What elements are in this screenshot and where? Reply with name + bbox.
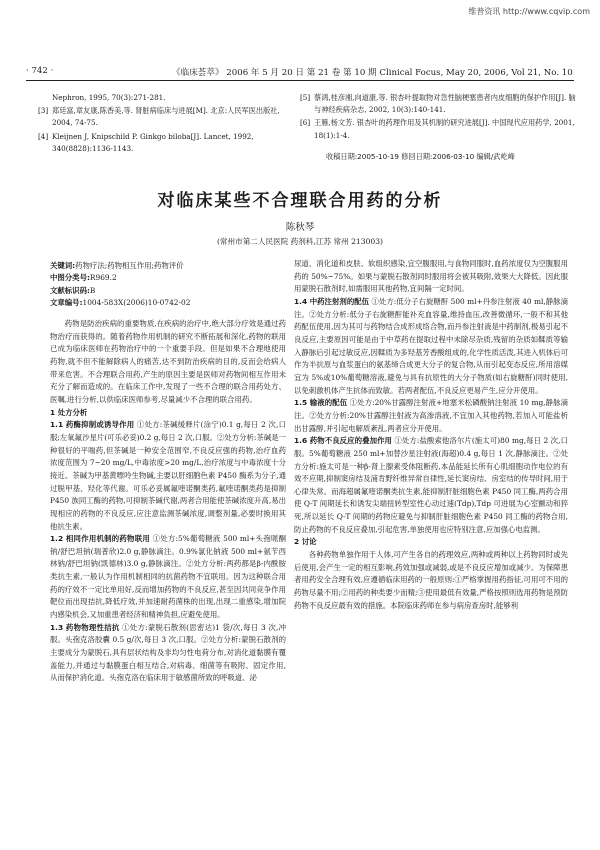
watermark: 维普资讯 http://www.cqvip.com [468, 7, 590, 16]
subsection-heading: 1.2 相同作用机制的药物联用 [50, 534, 150, 544]
reference-item [38, 105, 286, 129]
subsection-heading: 1.5 输液的配伍 [294, 398, 348, 408]
subsection-paragraph [50, 419, 286, 533]
body-column-left [50, 318, 286, 685]
paragraph-text: ①处方:低分子右旋糖酐 500 ml+丹参注射液 40 ml,静脉滴注。②处方分析:低分子右旋糖酐能补充血容量,维持血压,改善微循环,一般不和其他药配伍使用,因为其可与药物结合成形成络合物,而丹参注射液是中药制剂,极易引起不良反应,主要原因可能是由于中草药在提取过程中未除尽杂质,残留的杂质如鞣质等输入静脉后引起过敏反应,因鞣质为多羟基芳香酸组成的,化学性质活泼,其进入机体后可作为半抗原与血浆蛋白的氨基缔合成更大分子的复合物,从而引起变态反应,所用溶媒宜为 5%或10%葡萄糖溶液,避免与具有抗原性的大分子物质(如右旋糖酐)同时使用,以免刺激机体产生抗体而致敏。若两者配伍,不良反应更易产生,应分开使用。 [294, 296, 568, 395]
reference-text: 郑廷富,章友康,陈香美,等. 肾脏病临床与进展[M]. 北京:人民军医出版社, 2004, 74-75. [52, 106, 280, 128]
subsection-paragraph [294, 296, 568, 397]
subsection-paragraph [50, 622, 286, 685]
reference-number: [6] [300, 118, 311, 128]
article-title: 对临床某些不合理联合用药的分析 [157, 191, 443, 211]
metadata-label: 中图分类号: [50, 273, 90, 283]
subsection-heading: 1.6 药物不良反应的叠加作用 [294, 436, 393, 446]
page-number: · 742 · [26, 66, 54, 76]
article-author: 陈秋琴 [285, 222, 315, 233]
metadata-label: 关键词: [50, 261, 76, 270]
reference-number: [4] [38, 131, 49, 141]
metadata-label: 文章编号: [50, 298, 83, 308]
metadata-value: 1004-583X(2006)10-0742-02 [82, 298, 191, 308]
metadata-row [50, 272, 286, 284]
body-paragraph: 各种药物单独作用于人体,可产生各自的药理效应,两种或两种以上药物同时或先后使用,会产生一定的相互影响,药效加强或减弱,或是不良反应增加或减少。为保障患者用药安全合理有效,应遵循临床用药的一般原则:①严格掌握用药指征,可用可不用的药物尽量不用;②用药的种类要少而精;③使用最低有效量,严格按照则选用药物是预防药物不良反应最有效的措施。本院临床药师在参与病房查房时,能够利 [294, 550, 568, 610]
subsection-heading: 1.1 药酶抑制或诱导作用 [50, 420, 135, 430]
article-metadata [50, 260, 286, 310]
reference-text: 王雁,杨文芳. 银杏叶的药理作用及其机制的研究进展[J]. 中国现代应用药学, 2001, 18(1):1-4. [314, 118, 575, 140]
reference-item [38, 92, 286, 104]
paragraph-text: ①处方:20%甘露醇注射液+地塞米松磷酸钠注射液 10 mg,静脉滴注。②处方分析:20%甘露醇注射液为高渗溶液,不宜加入其他药物,若加入可能盐析出甘露醇,并引起电解质紊乱,两者应分开使用。 [294, 398, 568, 433]
references-right [300, 92, 580, 143]
paragraph-text: ①处方:茶碱缓释片(涂宁)0.1 g,每日 2 次,口服;左氧氟沙星片(可乐必妥)0.2 g,每日 2 次,口服。②处方分析:茶碱是一种很好的平喘药,但茶碱是一种安全范围窄,不良反应强的药物,治疗血药浓度范围为 7~20 mg/L,中毒浓度>20 mg/L,治疗浓度与中毒浓度十分接近。茶碱为甲基黄嘌呤生物碱,主要以肝细胞色素 P450 酶系为分子,通过脱甲基、羟化等代谢。可乐必妥属氟喹诺酮类药,氟喹诺酮类药是抑制 P450 族同工酶的药物,可抑制茶碱代谢,两者合用能使茶碱浓度升高,易出现相应的药物的不良反应,应注意监测茶碱浓度,调整剂量,必要时换用其他抗生素。 [50, 420, 286, 531]
metadata-value: 药物疗法;药物相互作用;药物评价 [75, 261, 184, 270]
metadata-row [50, 285, 286, 297]
subsection-paragraph [294, 397, 568, 435]
paragraph-text: ①处方:盐酸索他洛尔片(施太可)80 mg,每日 2 次,口服。5%葡萄糖液 250 ml+加替沙星注射液(海超)0.4 g,每日 1 次,静脉滴注。②处方分析:施太可是一种β-肾上腺素受体阻断药,本品能延长所有心肌细胞动作电位的有效不应期,抑制窦房结及浦肯野纤维异常自律性,延长窦房结、房室结的传导时间,用于心律失常。而海超属氟喹诺酮类抗生素,能抑制肝脏细胞色素 P450 同工酶,两药合用使 Q-T 间期延长和诱发尖端扭转型室性心动过速(Tdp),Tdp 可进展为心室颤动和猝死,所以延长 Q-T 间期的药物应避免与抑制肝脏细胞色素 P450 同工酶的药物合用,防止药物的不良反应叠加,引起危害,单独使用也应特别注意,应加强心电监测。 [294, 436, 568, 534]
reference-text: Nephron, 1995, 70(3):271-281. [52, 93, 166, 102]
metadata-value: R969.2 [89, 273, 117, 283]
paragraph-text: ①处方:5%葡萄糖液 500 ml+头孢哌酮钠/舒巴坦钠(瑞普欣)2.0 g,静脉滴注。0.9%氯化钠液 500 ml+氨苄西林钠/舒巴坦钠(凯德林)3.0 g,静脉滴注。②处方分析:两药都是β-内酰胺类抗生素,一般认为作用机制相同的抗菌药物不宜联用。因为这种联合用药的疗效不一定比单用好,反而增加药物的不良反应,甚至因共同竞争作用靶位而出现拮抗,降低疗效,并加速耐药菌株的出现,出现二重感染,增加院内感染机会,又加重患者经济和精神负担,应避免使用。 [50, 534, 286, 620]
section-heading: 2 讨论 [294, 537, 317, 547]
metadata-row [50, 260, 286, 272]
body-paragraph: 尿道、消化道和皮肤、软组织感染,宜空腹服用,与食物同服时,血药浓度仅为空腹服用药的 50%~75%。如果与蒙脱石散剂同时服用将会被其吸附,效果大大降低。因此服用蒙脱石散剂时,如需服用其他药物,宜间隔一定时间。 [294, 259, 568, 294]
reference-item [300, 92, 580, 116]
body-paragraph: 药物是防治疾病的重要物质,在疾病的治疗中,绝大部分疗效是通过药物治疗而获得的。随着药物作用机制的研究不断拓展和深化,药物的联用已成为临床医师在药物治疗中的一个重要手段。但是如果不合理地使用药物,就不但不能解除病人的痛苦,达不到防治疾病的目的,反而会给病人带来危害。不合理联合用药,产生的原因主要是医师对药物间相互作用未充分了解而造成的。在临床工作中,发现了一些不合理的联合用药处方、医嘱,进行分析,以供临床医师参考,尽量减少不合理的联合用药。 [50, 319, 286, 404]
reference-text: Kleijnen J, Knipschild P. Ginkgo biloba[J]. Lancet, 1992, 340(8828):1136-1143. [52, 131, 254, 153]
subsection-paragraph [50, 533, 286, 622]
reference-item [38, 131, 286, 155]
subsection-heading: 1.3 药物物理性拮抗 [50, 622, 120, 632]
metadata-value: B [89, 285, 96, 295]
metadata-label: 文献标识码: [50, 285, 90, 295]
subsection-paragraph [294, 435, 568, 536]
reference-number: [3] [38, 106, 49, 116]
journal-line: 《临床荟萃》 2006 年 5 月 20 日 第 21 卷 第 10 期 Clinical Focus, May 20, 2006, Vol 21, No. 10 [172, 68, 573, 78]
reference-number: [5] [300, 93, 311, 102]
metadata-row [50, 297, 286, 309]
reference-item [300, 117, 580, 141]
body-column-right [294, 258, 568, 612]
reference-text: 蔡鸿,桂彦湘,向道康,等. 银杏叶提取物对急性脑梗塞患者内皮细胞的保护作用[J]. 脑与神经疾病杂志, 2002, 10(3):140-141. [314, 93, 576, 115]
header-divider [26, 80, 574, 81]
paragraph-text: ①处方:蒙脱石散剂(思密达)1 袋/次,每日 3 次,冲服。头孢克洛胶囊 0.5 g/次,每日 3 次,口服。②处方分析:蒙脱石散剂的主要成分为蒙脱石,具有层状结构及非均匀性电荷分布,对消化道黏膜有覆盖能力,并通过与黏膜蛋白相互结合,对病毒、细菌等有吸附、固定作用,从而保护消化道。头孢克洛在临床用于敏感菌所致的呼吸道、泌 [50, 622, 286, 683]
subsection-heading: 1.4 中药注射剂的配伍 [294, 296, 370, 306]
author-affiliation: (常州市第二人民医院 药剂科,江苏 常州 213003) [216, 237, 384, 246]
section-heading: 1 处方分析 [50, 407, 88, 417]
received-dates: 收稿日期:2005-10-19 修回日期:2006-03-10 编辑/武屹峰 [326, 152, 515, 161]
references-left [38, 92, 286, 156]
